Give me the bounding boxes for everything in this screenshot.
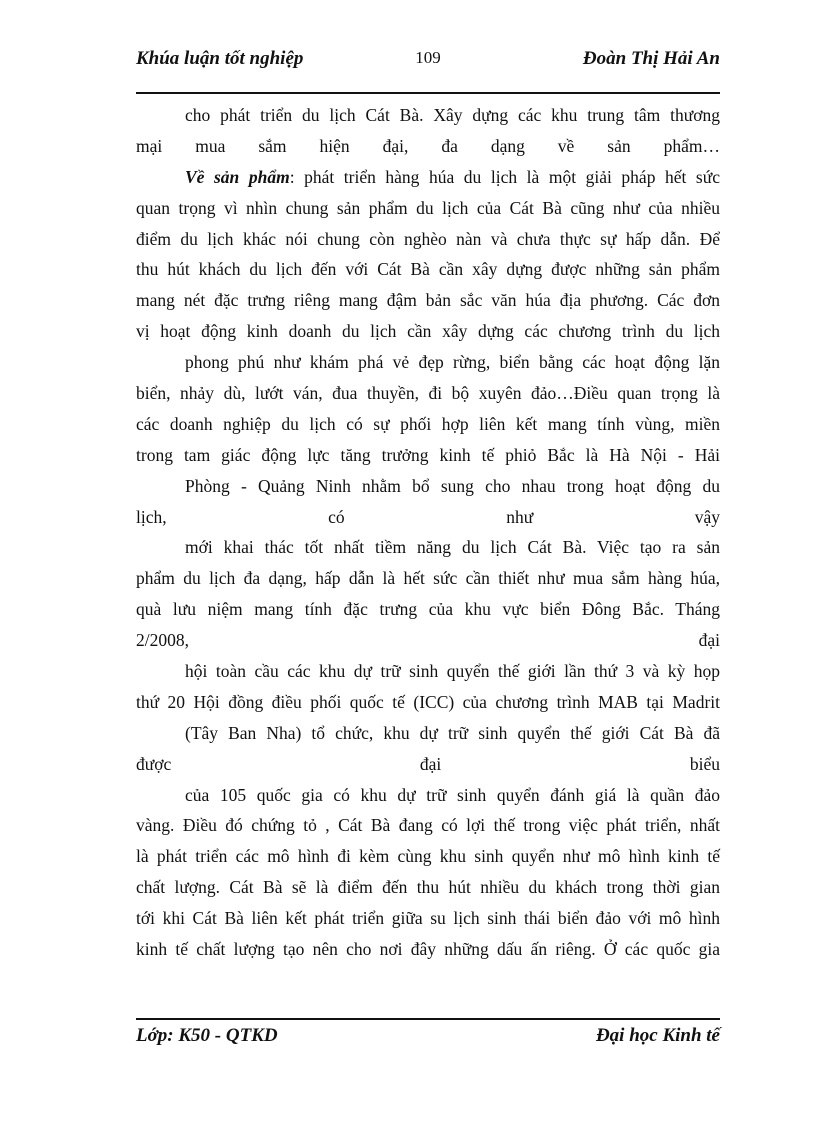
text-line: mang nét đặc trưng riêng mang đậm bản sắc văn húa địa phương. Các đơn [136,290,720,311]
text-line: Về sản phẩm: phát triển hàng húa du lịch là một giải pháp hết sức [185,166,720,187]
text-line: kinh tế chất lượng tạo nên cho nơi đây những dấu ấn riêng. Ở các quốc gia [136,939,720,960]
text-line: Phòng - Quảng Ninh nhằm bổ sung cho nhau trong hoạt động du [185,475,720,496]
text-line: chất lượng. Cát Bà sẽ là điểm đến thu hút nhiều du khách trong thời gian [136,877,720,898]
lead-in-heading: Về sản phẩm [185,166,290,187]
text-line: (Tây Ban Nha) tổ chức, khu dự trữ sinh quyển thế giới Cát Bà đã [185,722,720,743]
text-line-content: phát triển hàng húa du lịch là một giải pháp hết sức [304,166,720,187]
text-line-spread [136,625,720,656]
word: lịch, [136,506,167,527]
word: biểu [689,753,720,774]
text-line: phẩm du lịch đa dạng, hấp dẫn là hết sức cần thiết như mua sắm hàng húa, [136,568,720,589]
header-author: Đoàn Thị Hải An [582,48,720,69]
text-line: hội toàn cầu các khu dự trữ sinh quyển thế giới lần thứ 3 và kỳ họp [185,661,720,682]
text-line: điểm du lịch khác nói chung còn nghèo nàn và chưa thực sự hấp dẫn. Để [136,228,720,249]
page-header [136,48,720,76]
word: đại [419,753,442,774]
text-line: thứ 20 Hội đồng điều phối quốc tế (ICC) của chương trình MAB tại Madrit [136,691,720,712]
text-line: thu hút khách du lịch đến với Cát Bà cần xây dựng được những sản phẩm [136,259,720,280]
word: vậy [694,506,720,527]
word: 2/2008, [136,630,189,651]
footer-rule [136,1018,720,1020]
text-line: biển, nhảy dù, lướt ván, đua thuyền, đi bộ xuyên đảo…Điều quan trọng là [136,383,720,404]
word: đại [698,630,720,651]
header-thesis-title: Khúa luận tốt nghiệp [136,48,304,69]
word: như [506,506,534,527]
text-line: vị hoạt động kinh doanh du lịch cần xây dựng các chương trình du lịch [136,321,720,342]
text-line-spread [136,502,720,533]
text-line-spread [136,749,720,780]
word: được [136,753,172,774]
text-line: các doanh nghiệp du lịch có sự phối hợp liên kết mang tính vùng, miền [136,413,720,434]
text-line: của 105 quốc gia có khu dự trữ sinh quyển đánh giá là quần đảo [185,784,720,805]
header-page-number: 109 [415,48,441,67]
footer-class: Lớp: K50 - QTKD [136,1025,278,1046]
text-line: quan trọng vì nhìn chung sản phẩm du lịch của Cát Bà cũng như của nhiều [136,197,720,218]
text-line: cho phát triển du lịch Cát Bà. Xây dựng các khu trung tâm thương [185,105,720,125]
text-line: phong phú như khám phá vẻ đẹp rừng, biển bằng các hoạt động lặn [185,352,720,373]
text-line: quà lưu niệm mang tính đặc trưng của khu vực biển Đông Bắc. Tháng [136,599,720,620]
word: có [328,506,345,527]
text-line: mại mua sắm hiện đại, đa dạng về sản phẩm… [136,135,720,156]
text-line: là phát triển các mô hình đi kèm cùng khu sinh quyển như mô hình kinh tế [136,846,720,867]
header-rule [136,92,720,94]
footer-university: Đại học Kinh tế [595,1025,720,1046]
page-footer [136,1025,720,1053]
text-line: tới khi Cát Bà liên kết phát triển giữa su lịch sinh thái biển đảo với mô hình [136,908,720,929]
document-body [136,100,720,965]
text-line: trong tam giác động lực tăng trưởng kinh tế phiỏ Bắc là Hà Nội - Hải [136,444,720,465]
text-line: mới khai thác tốt nhất tiềm năng du lịch Cát Bà. Việc tạo ra sản [185,537,720,558]
text-line: vàng. Điều đó chứng tỏ , Cát Bà đang có lợi thế trong việc phát triển, nhất [136,815,720,836]
